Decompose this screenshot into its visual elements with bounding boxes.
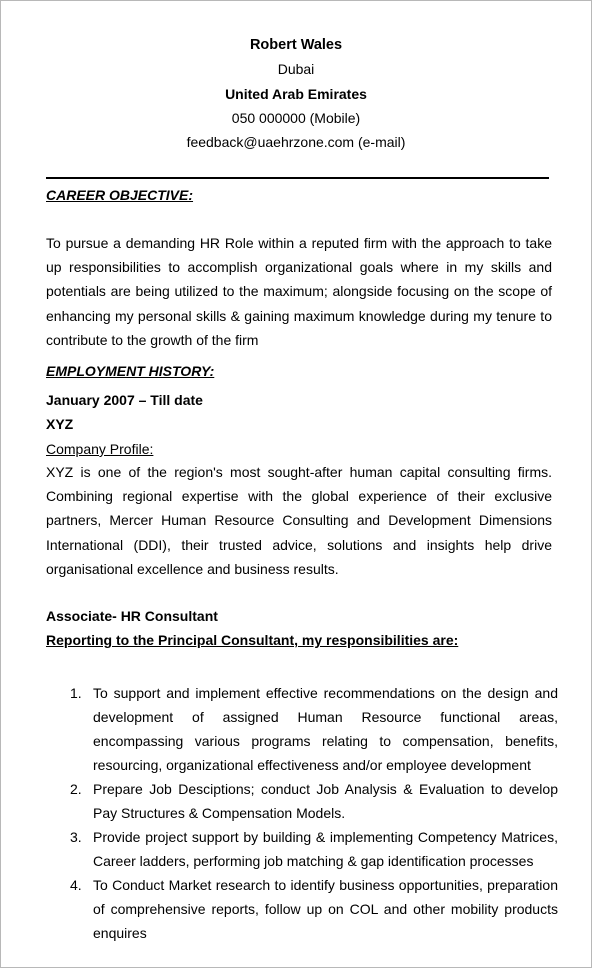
candidate-country: United Arab Emirates	[225, 85, 367, 102]
employer-name: XYZ	[46, 416, 74, 432]
resume-header	[1, 37, 591, 158]
candidate-email: feedback@uaehrzone.com (e-mail)	[186, 134, 406, 151]
list-item-number: 4.	[70, 877, 82, 893]
candidate-city: Dubai	[277, 61, 315, 78]
list-item-text: Prepare Job Desciptions; conduct Job Analysis & Evaluation to develop Pay Structures & Compensation Models.	[93, 781, 558, 821]
employment-period: January 2007 – Till date	[46, 392, 203, 408]
responsibilities-list	[46, 681, 558, 945]
career-objective-text: To pursue a demanding HR Role within a reputed firm with the approach to take up responsibilities to accomplish organizational goals where in my skills and potentials are being utilized to the maximum; alongside focusing on the scope of enhancing my personal skills & gaining maximum knowledge during my tenure to contribute to the growth of the firm	[46, 235, 552, 348]
list-item	[46, 681, 558, 777]
list-item-number: 3.	[70, 829, 82, 845]
list-item-text: To Conduct Market research to identify business opportunities, preparation of comprehensive reports, follow up on COL and other mobility products enquires	[93, 877, 558, 941]
header-divider	[46, 177, 549, 179]
career-objective-heading: CAREER OBJECTIVE:	[46, 187, 194, 203]
list-item-number: 1.	[70, 685, 82, 701]
company-profile-text: XYZ is one of the region's most sought-after human capital consulting firms. Combining regional expertise with the global experience of their exclusive partners, Mercer Human Resource Consulting and Development Dimensions International (DDI), their trusted advice, solutions and insights help drive organisational excellence and business results.	[46, 464, 552, 577]
reporting-line: Reporting to the Principal Consultant, my responsibilities are:	[46, 632, 459, 648]
list-item	[46, 873, 558, 945]
candidate-name: Robert Wales	[249, 37, 343, 53]
list-item	[46, 777, 558, 825]
candidate-phone: 050 000000 (Mobile)	[231, 109, 361, 126]
company-profile-label: Company Profile:	[46, 441, 154, 457]
list-item	[46, 825, 558, 873]
list-item-text: Provide project support by building & implementing Competency Matrices, Career ladders, performing job matching & gap identification processes	[93, 829, 558, 869]
list-item-number: 2.	[70, 781, 82, 797]
list-item-text: To support and implement effective recommendations on the design and development of assigned Human Resource functional areas, encompassing various programs relating to compensation, benefits, resourcing, organizational effectiveness and/or employee development	[93, 685, 558, 773]
job-role: Associate- HR Consultant	[46, 608, 218, 624]
employment-history-heading: EMPLOYMENT HISTORY:	[46, 363, 215, 379]
